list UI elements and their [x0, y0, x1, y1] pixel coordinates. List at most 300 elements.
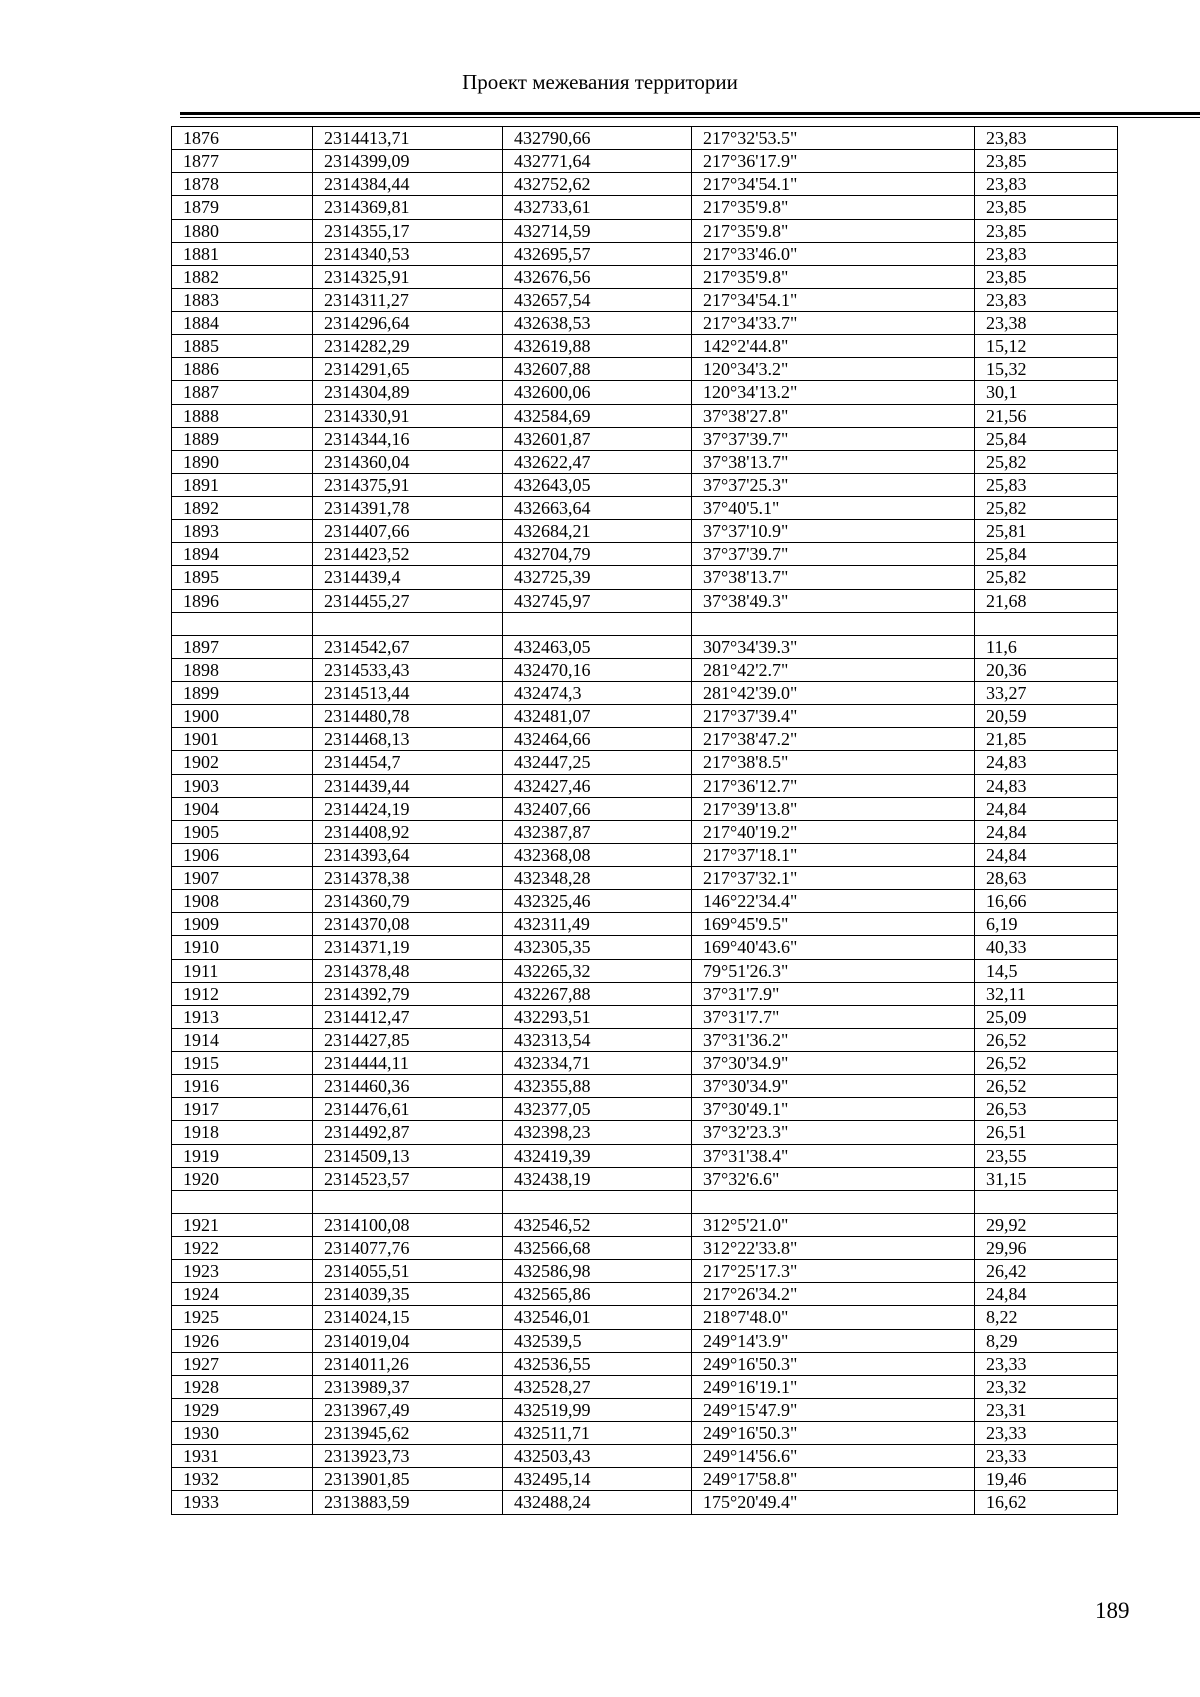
point-number-cell: 1928: [172, 1375, 313, 1398]
table-row: [172, 1237, 1118, 1260]
x-coordinate-cell: 2314392,79: [313, 982, 503, 1005]
distance-cell: 16,66: [975, 890, 1118, 913]
distance-cell: [975, 1190, 1118, 1213]
point-number-cell: 1882: [172, 265, 313, 288]
x-coordinate-cell: 2314460,36: [313, 1075, 503, 1098]
y-coordinate-cell: 432325,46: [503, 890, 692, 913]
x-coordinate-cell: 2314454,7: [313, 751, 503, 774]
x-coordinate-cell: 2314355,17: [313, 219, 503, 242]
point-number-cell: 1906: [172, 843, 313, 866]
x-coordinate-cell: [313, 1190, 503, 1213]
distance-cell: 20,36: [975, 658, 1118, 681]
x-coordinate-cell: 2314311,27: [313, 288, 503, 311]
y-coordinate-cell: 432566,68: [503, 1237, 692, 1260]
point-number-cell: 1877: [172, 150, 313, 173]
bearing-cell: 79°51'26.3": [692, 959, 975, 982]
bearing-cell: 37°30'34.9": [692, 1052, 975, 1075]
y-coordinate-cell: 432313,54: [503, 1028, 692, 1051]
point-number-cell: 1908: [172, 890, 313, 913]
distance-cell: 24,84: [975, 797, 1118, 820]
x-coordinate-cell: 2314370,08: [313, 913, 503, 936]
point-number-cell: 1876: [172, 127, 313, 150]
distance-cell: 23,83: [975, 173, 1118, 196]
y-coordinate-cell: 432377,05: [503, 1098, 692, 1121]
y-coordinate-cell: 432695,57: [503, 242, 692, 265]
x-coordinate-cell: 2314378,38: [313, 867, 503, 890]
point-number-cell: 1933: [172, 1491, 313, 1514]
point-number-cell: 1884: [172, 312, 313, 335]
bearing-cell: 37°31'38.4": [692, 1144, 975, 1167]
distance-cell: 23,85: [975, 219, 1118, 242]
x-coordinate-cell: 2314439,4: [313, 566, 503, 589]
table-row: [172, 1005, 1118, 1028]
x-coordinate-cell: 2314492,87: [313, 1121, 503, 1144]
point-number-cell: 1909: [172, 913, 313, 936]
distance-cell: 23,83: [975, 242, 1118, 265]
table-row: [172, 497, 1118, 520]
table-row: [172, 867, 1118, 890]
page-number: 189: [1095, 1598, 1130, 1623]
bearing-cell: 217°36'12.7": [692, 774, 975, 797]
x-coordinate-cell: 2314439,44: [313, 774, 503, 797]
x-coordinate-cell: 2314375,91: [313, 473, 503, 496]
distance-cell: 14,5: [975, 959, 1118, 982]
distance-cell: 23,83: [975, 127, 1118, 150]
point-number-cell: 1889: [172, 427, 313, 450]
point-number-cell: [172, 1190, 313, 1213]
x-coordinate-cell: 2314344,16: [313, 427, 503, 450]
bearing-cell: 142°2'44.8": [692, 335, 975, 358]
table-row: [172, 1491, 1118, 1514]
y-coordinate-cell: 432355,88: [503, 1075, 692, 1098]
x-coordinate-cell: 2313945,62: [313, 1422, 503, 1445]
x-coordinate-cell: 2314427,85: [313, 1028, 503, 1051]
point-number-cell: 1926: [172, 1329, 313, 1352]
table-row: [172, 358, 1118, 381]
distance-cell: 32,11: [975, 982, 1118, 1005]
table-row: [172, 959, 1118, 982]
table-row: [172, 1283, 1118, 1306]
table-row: [172, 682, 1118, 705]
bearing-cell: 37°38'27.8": [692, 404, 975, 427]
table-row: [172, 1375, 1118, 1398]
bearing-cell: 217°33'46.0": [692, 242, 975, 265]
x-coordinate-cell: 2313923,73: [313, 1445, 503, 1468]
y-coordinate-cell: 432470,16: [503, 658, 692, 681]
point-number-cell: 1879: [172, 196, 313, 219]
table-row: [172, 566, 1118, 589]
bearing-cell: 37°31'36.2": [692, 1028, 975, 1051]
bearing-cell: 217°37'32.1": [692, 867, 975, 890]
table-row: [172, 1098, 1118, 1121]
table-row: [172, 242, 1118, 265]
x-coordinate-cell: 2314523,57: [313, 1167, 503, 1190]
bearing-cell: 217°39'13.8": [692, 797, 975, 820]
y-coordinate-cell: 432528,27: [503, 1375, 692, 1398]
x-coordinate-cell: 2314371,19: [313, 936, 503, 959]
x-coordinate-cell: 2314533,43: [313, 658, 503, 681]
bearing-cell: 120°34'3.2": [692, 358, 975, 381]
y-coordinate-cell: 432790,66: [503, 127, 692, 150]
point-number-cell: 1915: [172, 1052, 313, 1075]
header-divider-thick: [180, 112, 1200, 115]
x-coordinate-cell: 2314296,64: [313, 312, 503, 335]
bearing-cell: 37°38'13.7": [692, 566, 975, 589]
bearing-cell: 249°15'47.9": [692, 1398, 975, 1421]
bearing-cell: 217°38'47.2": [692, 728, 975, 751]
x-coordinate-cell: 2314407,66: [313, 520, 503, 543]
x-coordinate-cell: 2314100,08: [313, 1213, 503, 1236]
bearing-cell: 169°40'43.6": [692, 936, 975, 959]
x-coordinate-cell: 2314408,92: [313, 820, 503, 843]
y-coordinate-cell: 432511,71: [503, 1422, 692, 1445]
x-coordinate-cell: 2314413,71: [313, 127, 503, 150]
x-coordinate-cell: 2314455,27: [313, 589, 503, 612]
y-coordinate-cell: 432481,07: [503, 705, 692, 728]
point-number-cell: 1920: [172, 1167, 313, 1190]
x-coordinate-cell: 2314468,13: [313, 728, 503, 751]
distance-cell: 24,84: [975, 820, 1118, 843]
point-number-cell: 1887: [172, 381, 313, 404]
x-coordinate-cell: 2314444,11: [313, 1052, 503, 1075]
header-divider-thin: [180, 117, 1200, 118]
table-row: [172, 913, 1118, 936]
point-number-cell: 1917: [172, 1098, 313, 1121]
y-coordinate-cell: 432584,69: [503, 404, 692, 427]
point-number-cell: 1924: [172, 1283, 313, 1306]
y-coordinate-cell: 432419,39: [503, 1144, 692, 1167]
point-number-cell: 1904: [172, 797, 313, 820]
bearing-cell: 37°37'10.9": [692, 520, 975, 543]
y-coordinate-cell: 432474,3: [503, 682, 692, 705]
x-coordinate-cell: 2314360,79: [313, 890, 503, 913]
distance-cell: 29,96: [975, 1237, 1118, 1260]
bearing-cell: 249°17'58.8": [692, 1468, 975, 1491]
y-coordinate-cell: 432503,43: [503, 1445, 692, 1468]
point-number-cell: 1919: [172, 1144, 313, 1167]
point-number-cell: 1900: [172, 705, 313, 728]
distance-cell: 19,46: [975, 1468, 1118, 1491]
bearing-cell: 217°32'53.5": [692, 127, 975, 150]
bearing-cell: 217°25'17.3": [692, 1260, 975, 1283]
page-title: Проект межевания территории: [462, 70, 738, 94]
point-number-cell: 1902: [172, 751, 313, 774]
y-coordinate-cell: 432464,66: [503, 728, 692, 751]
x-coordinate-cell: 2314325,91: [313, 265, 503, 288]
point-number-cell: 1905: [172, 820, 313, 843]
point-number-cell: 1893: [172, 520, 313, 543]
distance-cell: 26,52: [975, 1028, 1118, 1051]
x-coordinate-cell: 2314393,64: [313, 843, 503, 866]
distance-cell: 23,31: [975, 1398, 1118, 1421]
table-row: [172, 312, 1118, 335]
point-number-cell: 1894: [172, 543, 313, 566]
distance-cell: 24,83: [975, 774, 1118, 797]
table-row: [172, 404, 1118, 427]
distance-cell: 26,42: [975, 1260, 1118, 1283]
y-coordinate-cell: 432519,99: [503, 1398, 692, 1421]
y-coordinate-cell: 432771,64: [503, 150, 692, 173]
distance-cell: 23,33: [975, 1352, 1118, 1375]
y-coordinate-cell: 432447,25: [503, 751, 692, 774]
x-coordinate-cell: 2314330,91: [313, 404, 503, 427]
bearing-cell: 37°37'39.7": [692, 427, 975, 450]
y-coordinate-cell: 432305,35: [503, 936, 692, 959]
x-coordinate-cell: 2314513,44: [313, 682, 503, 705]
point-number-cell: 1921: [172, 1213, 313, 1236]
point-number-cell: 1896: [172, 589, 313, 612]
distance-cell: 24,84: [975, 1283, 1118, 1306]
y-coordinate-cell: 432427,46: [503, 774, 692, 797]
point-number-cell: 1891: [172, 473, 313, 496]
distance-cell: 26,53: [975, 1098, 1118, 1121]
distance-cell: 33,27: [975, 682, 1118, 705]
distance-cell: 23,32: [975, 1375, 1118, 1398]
distance-cell: 26,52: [975, 1075, 1118, 1098]
bearing-cell: 120°34'13.2": [692, 381, 975, 404]
y-coordinate-cell: 432657,54: [503, 288, 692, 311]
point-number-cell: 1883: [172, 288, 313, 311]
y-coordinate-cell: 432368,08: [503, 843, 692, 866]
y-coordinate-cell: 432387,87: [503, 820, 692, 843]
y-coordinate-cell: 432546,52: [503, 1213, 692, 1236]
distance-cell: 23,33: [975, 1422, 1118, 1445]
x-coordinate-cell: 2314423,52: [313, 543, 503, 566]
bearing-cell: 37°32'6.6": [692, 1167, 975, 1190]
distance-cell: 8,29: [975, 1329, 1118, 1352]
point-number-cell: 1910: [172, 936, 313, 959]
x-coordinate-cell: 2314291,65: [313, 358, 503, 381]
x-coordinate-cell: 2314024,15: [313, 1306, 503, 1329]
distance-cell: 25,82: [975, 497, 1118, 520]
table-row: [172, 612, 1118, 635]
y-coordinate-cell: 432265,32: [503, 959, 692, 982]
distance-cell: 24,84: [975, 843, 1118, 866]
bearing-cell: 37°37'25.3": [692, 473, 975, 496]
point-number-cell: 1932: [172, 1468, 313, 1491]
x-coordinate-cell: 2314055,51: [313, 1260, 503, 1283]
table-row: [172, 473, 1118, 496]
bearing-cell: 281°42'2.7": [692, 658, 975, 681]
bearing-cell: 217°34'54.1": [692, 173, 975, 196]
y-coordinate-cell: 432643,05: [503, 473, 692, 496]
y-coordinate-cell: [503, 1190, 692, 1213]
table-row: [172, 797, 1118, 820]
table-row: [172, 520, 1118, 543]
x-coordinate-cell: 2314384,44: [313, 173, 503, 196]
distance-cell: 16,62: [975, 1491, 1118, 1514]
bearing-cell: 249°16'50.3": [692, 1352, 975, 1375]
table-row: [172, 890, 1118, 913]
table-row: [172, 774, 1118, 797]
point-number-cell: 1930: [172, 1422, 313, 1445]
bearing-cell: 217°35'9.8": [692, 219, 975, 242]
table-row: [172, 658, 1118, 681]
table-row: [172, 1213, 1118, 1236]
table-row: [172, 589, 1118, 612]
distance-cell: 11,6: [975, 635, 1118, 658]
distance-cell: 21,85: [975, 728, 1118, 751]
y-coordinate-cell: 432348,28: [503, 867, 692, 890]
x-coordinate-cell: 2314011,26: [313, 1352, 503, 1375]
bearing-cell: 37°31'7.7": [692, 1005, 975, 1028]
table-row: [172, 1144, 1118, 1167]
coordinates-table-body: [172, 127, 1118, 1515]
bearing-cell: 218°7'48.0": [692, 1306, 975, 1329]
table-row: [172, 1190, 1118, 1213]
x-coordinate-cell: 2314019,04: [313, 1329, 503, 1352]
table-row: [172, 288, 1118, 311]
bearing-cell: 217°40'19.2": [692, 820, 975, 843]
point-number-cell: 1885: [172, 335, 313, 358]
table-row: [172, 1052, 1118, 1075]
distance-cell: 29,92: [975, 1213, 1118, 1236]
table-row: [172, 982, 1118, 1005]
x-coordinate-cell: 2314476,61: [313, 1098, 503, 1121]
point-number-cell: 1901: [172, 728, 313, 751]
distance-cell: 20,59: [975, 705, 1118, 728]
y-coordinate-cell: 432539,5: [503, 1329, 692, 1352]
distance-cell: 25,84: [975, 427, 1118, 450]
bearing-cell: 307°34'39.3": [692, 635, 975, 658]
x-coordinate-cell: 2314391,78: [313, 497, 503, 520]
bearing-cell: 312°22'33.8": [692, 1237, 975, 1260]
x-coordinate-cell: 2314509,13: [313, 1144, 503, 1167]
distance-cell: 8,22: [975, 1306, 1118, 1329]
point-number-cell: 1912: [172, 982, 313, 1005]
x-coordinate-cell: 2313989,37: [313, 1375, 503, 1398]
y-coordinate-cell: 432311,49: [503, 913, 692, 936]
bearing-cell: 217°37'18.1": [692, 843, 975, 866]
point-number-cell: 1922: [172, 1237, 313, 1260]
table-row: [172, 219, 1118, 242]
point-number-cell: 1931: [172, 1445, 313, 1468]
point-number-cell: 1898: [172, 658, 313, 681]
bearing-cell: [692, 1190, 975, 1213]
distance-cell: 15,12: [975, 335, 1118, 358]
table-row: [172, 1306, 1118, 1329]
x-coordinate-cell: 2314077,76: [313, 1237, 503, 1260]
distance-cell: 21,68: [975, 589, 1118, 612]
distance-cell: 31,15: [975, 1167, 1118, 1190]
point-number-cell: 1886: [172, 358, 313, 381]
table-row: [172, 335, 1118, 358]
table-row: [172, 127, 1118, 150]
y-coordinate-cell: 432495,14: [503, 1468, 692, 1491]
bearing-cell: 37°38'49.3": [692, 589, 975, 612]
distance-cell: [975, 612, 1118, 635]
distance-cell: 25,84: [975, 543, 1118, 566]
point-number-cell: 1899: [172, 682, 313, 705]
point-number-cell: 1897: [172, 635, 313, 658]
table-row: [172, 1167, 1118, 1190]
table-row: [172, 936, 1118, 959]
y-coordinate-cell: 432565,86: [503, 1283, 692, 1306]
table-row: [172, 1260, 1118, 1283]
table-row: [172, 1352, 1118, 1375]
table-row: [172, 705, 1118, 728]
y-coordinate-cell: 432407,66: [503, 797, 692, 820]
table-row: [172, 381, 1118, 404]
table-row: [172, 450, 1118, 473]
table-row: [172, 150, 1118, 173]
bearing-cell: 146°22'34.4": [692, 890, 975, 913]
bearing-cell: 217°35'9.8": [692, 196, 975, 219]
point-number-cell: 1925: [172, 1306, 313, 1329]
y-coordinate-cell: 432733,61: [503, 196, 692, 219]
y-coordinate-cell: 432398,23: [503, 1121, 692, 1144]
y-coordinate-cell: 432752,62: [503, 173, 692, 196]
y-coordinate-cell: 432463,05: [503, 635, 692, 658]
x-coordinate-cell: [313, 612, 503, 635]
y-coordinate-cell: 432546,01: [503, 1306, 692, 1329]
bearing-cell: 217°34'33.7": [692, 312, 975, 335]
bearing-cell: 169°45'9.5": [692, 913, 975, 936]
table-row: [172, 196, 1118, 219]
distance-cell: 23,38: [975, 312, 1118, 335]
distance-cell: 6,19: [975, 913, 1118, 936]
point-number-cell: 1914: [172, 1028, 313, 1051]
bearing-cell: 217°35'9.8": [692, 265, 975, 288]
x-coordinate-cell: 2314340,53: [313, 242, 503, 265]
bearing-cell: 249°16'19.1": [692, 1375, 975, 1398]
table-row: [172, 543, 1118, 566]
point-number-cell: 1892: [172, 497, 313, 520]
bearing-cell: 217°36'17.9": [692, 150, 975, 173]
distance-cell: 15,32: [975, 358, 1118, 381]
table-row: [172, 751, 1118, 774]
bearing-cell: 37°37'39.7": [692, 543, 975, 566]
distance-cell: 23,85: [975, 265, 1118, 288]
y-coordinate-cell: 432676,56: [503, 265, 692, 288]
y-coordinate-cell: 432619,88: [503, 335, 692, 358]
point-number-cell: 1911: [172, 959, 313, 982]
y-coordinate-cell: 432601,87: [503, 427, 692, 450]
y-coordinate-cell: 432745,97: [503, 589, 692, 612]
bearing-cell: 175°20'49.4": [692, 1491, 975, 1514]
y-coordinate-cell: 432438,19: [503, 1167, 692, 1190]
y-coordinate-cell: 432600,06: [503, 381, 692, 404]
distance-cell: 30,1: [975, 381, 1118, 404]
bearing-cell: 37°38'13.7": [692, 450, 975, 473]
distance-cell: 25,09: [975, 1005, 1118, 1028]
table-row: [172, 265, 1118, 288]
y-coordinate-cell: 432267,88: [503, 982, 692, 1005]
y-coordinate-cell: 432607,88: [503, 358, 692, 381]
x-coordinate-cell: 2314399,09: [313, 150, 503, 173]
x-coordinate-cell: 2314369,81: [313, 196, 503, 219]
x-coordinate-cell: 2314412,47: [313, 1005, 503, 1028]
distance-cell: 23,83: [975, 288, 1118, 311]
point-number-cell: 1913: [172, 1005, 313, 1028]
bearing-cell: 249°16'50.3": [692, 1422, 975, 1445]
point-number-cell: 1918: [172, 1121, 313, 1144]
bearing-cell: 249°14'3.9": [692, 1329, 975, 1352]
x-coordinate-cell: 2314480,78: [313, 705, 503, 728]
y-coordinate-cell: 432725,39: [503, 566, 692, 589]
point-number-cell: 1888: [172, 404, 313, 427]
point-number-cell: 1929: [172, 1398, 313, 1421]
y-coordinate-cell: 432586,98: [503, 1260, 692, 1283]
table-row: [172, 820, 1118, 843]
y-coordinate-cell: 432714,59: [503, 219, 692, 242]
x-coordinate-cell: 2314424,19: [313, 797, 503, 820]
bearing-cell: [692, 612, 975, 635]
x-coordinate-cell: 2313883,59: [313, 1491, 503, 1514]
x-coordinate-cell: 2314304,89: [313, 381, 503, 404]
bearing-cell: 217°38'8.5": [692, 751, 975, 774]
table-row: [172, 1075, 1118, 1098]
